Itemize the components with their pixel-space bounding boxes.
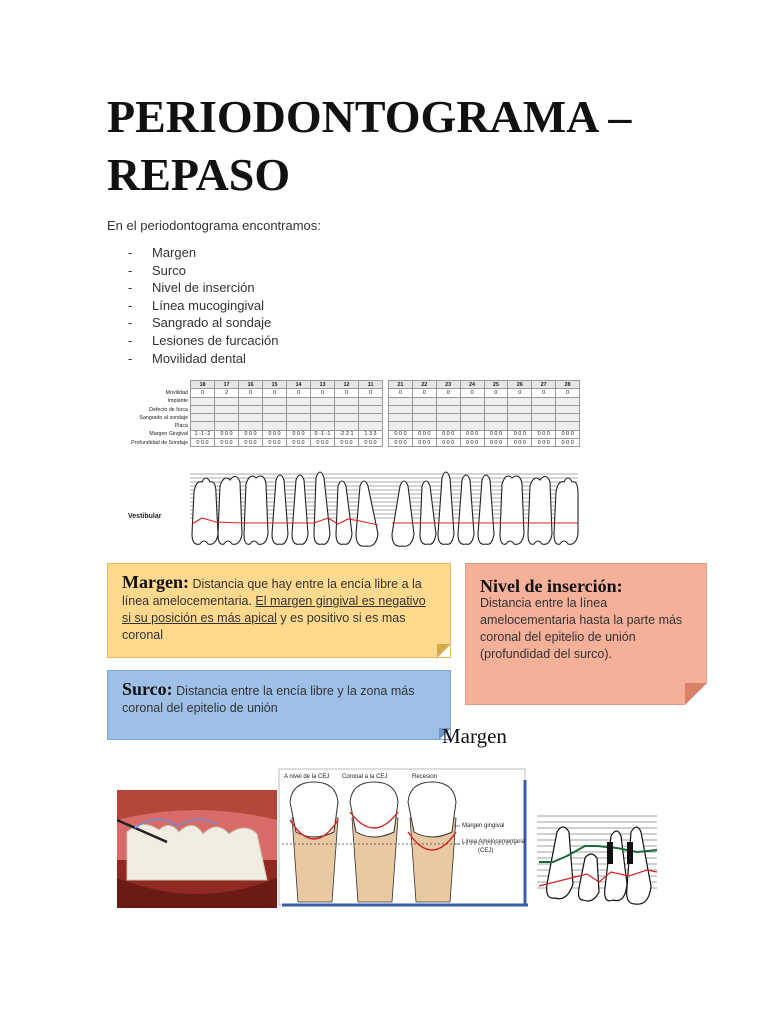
chart-cell: 0 0 0 bbox=[436, 439, 460, 447]
page-title: PERIODONTOGRAMA – REPASO bbox=[107, 91, 632, 200]
chart-cell: 0 0 0 bbox=[191, 439, 215, 447]
mini-periodontogram bbox=[537, 812, 659, 908]
chart-cell bbox=[263, 414, 287, 422]
intro-text: En el periodontograma encontramos: bbox=[107, 218, 321, 233]
tooth-number: 28 bbox=[556, 381, 580, 389]
furca-row bbox=[389, 405, 580, 413]
chart-cell: 0 bbox=[436, 389, 460, 397]
chart-cell bbox=[460, 422, 484, 430]
chart-cell: 0 0 0 bbox=[239, 430, 263, 438]
implante-row bbox=[389, 397, 580, 405]
furca-row bbox=[191, 405, 383, 413]
chart-cell bbox=[215, 422, 239, 430]
chart-cell bbox=[311, 397, 335, 405]
tooth-25 bbox=[478, 475, 494, 544]
tooth-15 bbox=[272, 475, 288, 544]
chart-cell: 0 0 0 bbox=[389, 430, 413, 438]
row-label: Implante bbox=[167, 398, 188, 405]
chart-cell: 0 bbox=[335, 389, 359, 397]
margen-row bbox=[191, 430, 383, 438]
chart-cell bbox=[484, 414, 508, 422]
chart-cell: 0 0 0 bbox=[508, 439, 532, 447]
chart-cell bbox=[287, 405, 311, 413]
note-text-tail: y es positivo si es mas coronal bbox=[122, 611, 406, 642]
diagram-annotation: (CEJ) bbox=[478, 848, 494, 854]
chart-cell bbox=[412, 414, 436, 422]
tooth-number: 24 bbox=[460, 381, 484, 389]
chart-cell: 0 0 0 bbox=[556, 439, 580, 447]
chart-cell bbox=[412, 405, 436, 413]
profundidad-row bbox=[191, 439, 383, 447]
row-labels bbox=[118, 389, 188, 447]
chart-cell: 0 0 0 bbox=[215, 439, 239, 447]
chart-cell bbox=[287, 414, 311, 422]
teeth-drawing bbox=[188, 468, 580, 548]
list-item: - Línea mucogingival bbox=[128, 297, 265, 313]
profundidad-row bbox=[389, 439, 580, 447]
movilidad-row bbox=[191, 389, 383, 397]
diagram-label: Coronal a la CEJ bbox=[342, 774, 388, 780]
chart-cell bbox=[239, 405, 263, 413]
chart-cell bbox=[311, 405, 335, 413]
tooth-number: 13 bbox=[311, 381, 335, 389]
chart-cell bbox=[239, 414, 263, 422]
row-label: Sangrado al sondaje bbox=[139, 414, 188, 421]
sangrado-row bbox=[389, 414, 580, 422]
row-label: Placa bbox=[174, 423, 188, 430]
chart-cell bbox=[484, 405, 508, 413]
list-item: - Movilidad dental bbox=[128, 350, 246, 366]
chart-cell bbox=[335, 414, 359, 422]
chart-cell bbox=[191, 405, 215, 413]
margen-heading: Margen bbox=[442, 724, 507, 748]
list-item: - Margen bbox=[128, 245, 197, 260]
chart-cell: 0 0 0 bbox=[215, 430, 239, 438]
chart-cell: 0 bbox=[460, 389, 484, 397]
chart-cell: 0 0 0 bbox=[359, 439, 383, 447]
chart-cell bbox=[508, 397, 532, 405]
chart-cell: 0 0 0 bbox=[311, 439, 335, 447]
chart-cell: 0 0 0 bbox=[287, 439, 311, 447]
tooth-number: 16 bbox=[239, 381, 263, 389]
chart-cell: 0 bbox=[484, 389, 508, 397]
row-label: Defecto de furca bbox=[149, 406, 188, 413]
chart-cell: 0 0 0 bbox=[412, 430, 436, 438]
chart-cell bbox=[239, 422, 263, 430]
chart-cell bbox=[215, 397, 239, 405]
chart-table-right bbox=[190, 380, 383, 447]
feature-list bbox=[128, 244, 278, 367]
chart-cell bbox=[215, 405, 239, 413]
chart-cell bbox=[389, 422, 413, 430]
tooth-16 bbox=[244, 476, 268, 544]
note-surco bbox=[107, 670, 451, 740]
chart-cell: 0 bbox=[263, 389, 287, 397]
note-text: Distancia que hay entre la encía libre a la línea amelocementaria. bbox=[122, 577, 422, 608]
chart-cell: 0 bbox=[508, 389, 532, 397]
chart-cell bbox=[359, 414, 383, 422]
vestibular-label: Vestibular bbox=[128, 513, 162, 520]
chart-cell bbox=[436, 414, 460, 422]
chart-cell bbox=[436, 422, 460, 430]
chart-cell: 0 0 0 bbox=[484, 439, 508, 447]
chart-cell: 0 bbox=[287, 389, 311, 397]
list-item: - Nivel de inserción bbox=[128, 280, 255, 296]
chart-cell: 0 0 0 bbox=[532, 430, 556, 438]
chart-table-left bbox=[388, 380, 580, 447]
tooth-13 bbox=[314, 472, 330, 544]
chart-cell: 0 0 0 bbox=[239, 439, 263, 447]
diagram-annotation: Línea Amelocementaria bbox=[462, 839, 526, 845]
chart-cell: 0 0 0 bbox=[263, 430, 287, 438]
tooth-number: 26 bbox=[508, 381, 532, 389]
chart-cell: 0 bbox=[556, 389, 580, 397]
chart-cell bbox=[287, 397, 311, 405]
chart-cell bbox=[556, 414, 580, 422]
placa-row bbox=[191, 422, 383, 430]
chart-cell bbox=[389, 414, 413, 422]
tooth-number: 23 bbox=[436, 381, 460, 389]
chart-cell bbox=[436, 397, 460, 405]
chart-cell bbox=[556, 405, 580, 413]
chart-cell bbox=[311, 422, 335, 430]
chart-cell: 1 3 3 bbox=[359, 430, 383, 438]
chart-cell bbox=[335, 397, 359, 405]
tooth-number: 15 bbox=[263, 381, 287, 389]
chart-cell: 2 bbox=[215, 389, 239, 397]
chart-cell: 0 0 0 bbox=[484, 430, 508, 438]
chart-cell: 0 0 0 bbox=[263, 439, 287, 447]
list-item: - Lesiones de furcación bbox=[128, 332, 279, 348]
tooth-number: 14 bbox=[287, 381, 311, 389]
chart-cell: -2 2 1 bbox=[335, 430, 359, 438]
chart-cell bbox=[460, 414, 484, 422]
chart-cell bbox=[532, 414, 556, 422]
crown-2 bbox=[350, 782, 398, 837]
note-term: Surco: bbox=[122, 679, 173, 699]
tooth-17 bbox=[218, 476, 242, 544]
tooth-number: 17 bbox=[215, 381, 239, 389]
chart-cell bbox=[215, 414, 239, 422]
chart-cell bbox=[532, 397, 556, 405]
note-term: Nivel de inserción: bbox=[480, 576, 623, 596]
chart-cell bbox=[484, 397, 508, 405]
chart-cell: 0 0 0 bbox=[287, 430, 311, 438]
tooth-21 bbox=[392, 481, 414, 546]
chart-cell bbox=[335, 422, 359, 430]
chart-cell bbox=[263, 397, 287, 405]
chart-cell bbox=[191, 414, 215, 422]
chart-cell bbox=[508, 422, 532, 430]
chart-cell bbox=[412, 397, 436, 405]
tooth-26 bbox=[500, 476, 524, 544]
chart-cell bbox=[460, 405, 484, 413]
chart-cell: 0 bbox=[412, 389, 436, 397]
chart-cell: 0 bbox=[191, 389, 215, 397]
list-item: - Sangrado al sondaje bbox=[128, 315, 272, 331]
tooth-23 bbox=[438, 472, 454, 544]
margin-diagram bbox=[278, 768, 530, 908]
list-item: - Surco bbox=[128, 262, 186, 278]
tooth-11 bbox=[356, 481, 378, 546]
tooth-27 bbox=[528, 476, 552, 544]
clinical-photo bbox=[117, 790, 277, 908]
tooth-number: 18 bbox=[191, 381, 215, 389]
chart-cell bbox=[389, 405, 413, 413]
tooth-number: 27 bbox=[532, 381, 556, 389]
tooth-number: 22 bbox=[412, 381, 436, 389]
chart-cell bbox=[263, 422, 287, 430]
chart-cell bbox=[556, 397, 580, 405]
note-text: Distancia entre la línea amelocementaria hasta la parte más coronal del epitelio de unión (profundidad del surco). bbox=[480, 596, 683, 661]
chart-cell bbox=[287, 422, 311, 430]
chart-cell bbox=[191, 422, 215, 430]
row-label: Movilidad bbox=[165, 390, 188, 396]
diagram-label: Recesion bbox=[412, 774, 438, 780]
chart-cell bbox=[359, 422, 383, 430]
note-text: Distancia entre la encía libre y la zona más coronal del epitelio de unión bbox=[122, 684, 415, 715]
tooth-number-row bbox=[191, 381, 383, 389]
chart-cell bbox=[532, 422, 556, 430]
chart-cell bbox=[311, 414, 335, 422]
tooth-number: 11 bbox=[359, 381, 383, 389]
chart-cell: 0 0 0 bbox=[412, 439, 436, 447]
chart-cell: 0 0 0 bbox=[389, 439, 413, 447]
chart-cell: 1 -1 -2 bbox=[191, 430, 215, 438]
tooth-number-row bbox=[389, 381, 580, 389]
chart-cell bbox=[263, 405, 287, 413]
note-nivel-insercion bbox=[465, 563, 707, 705]
chart-cell: 0 0 0 bbox=[508, 430, 532, 438]
tooth-24 bbox=[458, 475, 474, 544]
chart-cell: 0 0 0 bbox=[335, 439, 359, 447]
chart-cell bbox=[532, 405, 556, 413]
chart-cell: 0 bbox=[239, 389, 263, 397]
movilidad-row bbox=[389, 389, 580, 397]
chart-cell: 0 0 0 bbox=[460, 439, 484, 447]
diagram-annotation: Margen gingival bbox=[462, 823, 505, 829]
chart-cell: 0 0 0 bbox=[532, 439, 556, 447]
tooth-28 bbox=[554, 478, 578, 544]
sangrado-row bbox=[191, 414, 383, 422]
chart-cell bbox=[359, 397, 383, 405]
note-margen bbox=[107, 563, 451, 658]
chart-cell bbox=[436, 405, 460, 413]
note-underlined-text: El margen gingival es negativo si su posición es más apical bbox=[122, 594, 426, 625]
tooth-22 bbox=[420, 481, 436, 544]
placa-row bbox=[389, 422, 580, 430]
diagram-label: A nivel de la CEJ bbox=[284, 774, 330, 780]
tooth-number: 25 bbox=[484, 381, 508, 389]
chart-cell: 0 bbox=[389, 389, 413, 397]
row-label: Profundidad de Sondaje bbox=[131, 439, 188, 446]
chart-cell bbox=[335, 405, 359, 413]
chart-cell bbox=[239, 397, 263, 405]
chart-cell: 0 -1 -1 bbox=[311, 430, 335, 438]
chart-cell: 0 bbox=[359, 389, 383, 397]
chart-cell bbox=[556, 422, 580, 430]
chart-cell bbox=[508, 405, 532, 413]
tooth-number: 12 bbox=[335, 381, 359, 389]
chart-cell: 0 bbox=[532, 389, 556, 397]
chart-cell bbox=[484, 422, 508, 430]
tooth-12 bbox=[336, 481, 352, 544]
periodontogram-chart bbox=[118, 380, 580, 550]
tooth-14 bbox=[292, 475, 308, 544]
chart-cell bbox=[191, 397, 215, 405]
chart-cell: 0 0 0 bbox=[556, 430, 580, 438]
note-term: Margen: bbox=[122, 572, 189, 592]
row-label: Margen Gingival bbox=[149, 431, 188, 438]
margen-row bbox=[389, 430, 580, 438]
chart-cell bbox=[412, 422, 436, 430]
chart-cell: 0 0 0 bbox=[436, 430, 460, 438]
chart-cell bbox=[359, 405, 383, 413]
chart-cell: 0 0 0 bbox=[460, 430, 484, 438]
crown-3 bbox=[408, 782, 456, 837]
chart-cell bbox=[508, 414, 532, 422]
tooth-18 bbox=[192, 478, 218, 544]
tooth-number: 21 bbox=[389, 381, 413, 389]
chart-cell bbox=[460, 397, 484, 405]
implante-row bbox=[191, 397, 383, 405]
chart-cell: 0 bbox=[311, 389, 335, 397]
chart-cell bbox=[389, 397, 413, 405]
